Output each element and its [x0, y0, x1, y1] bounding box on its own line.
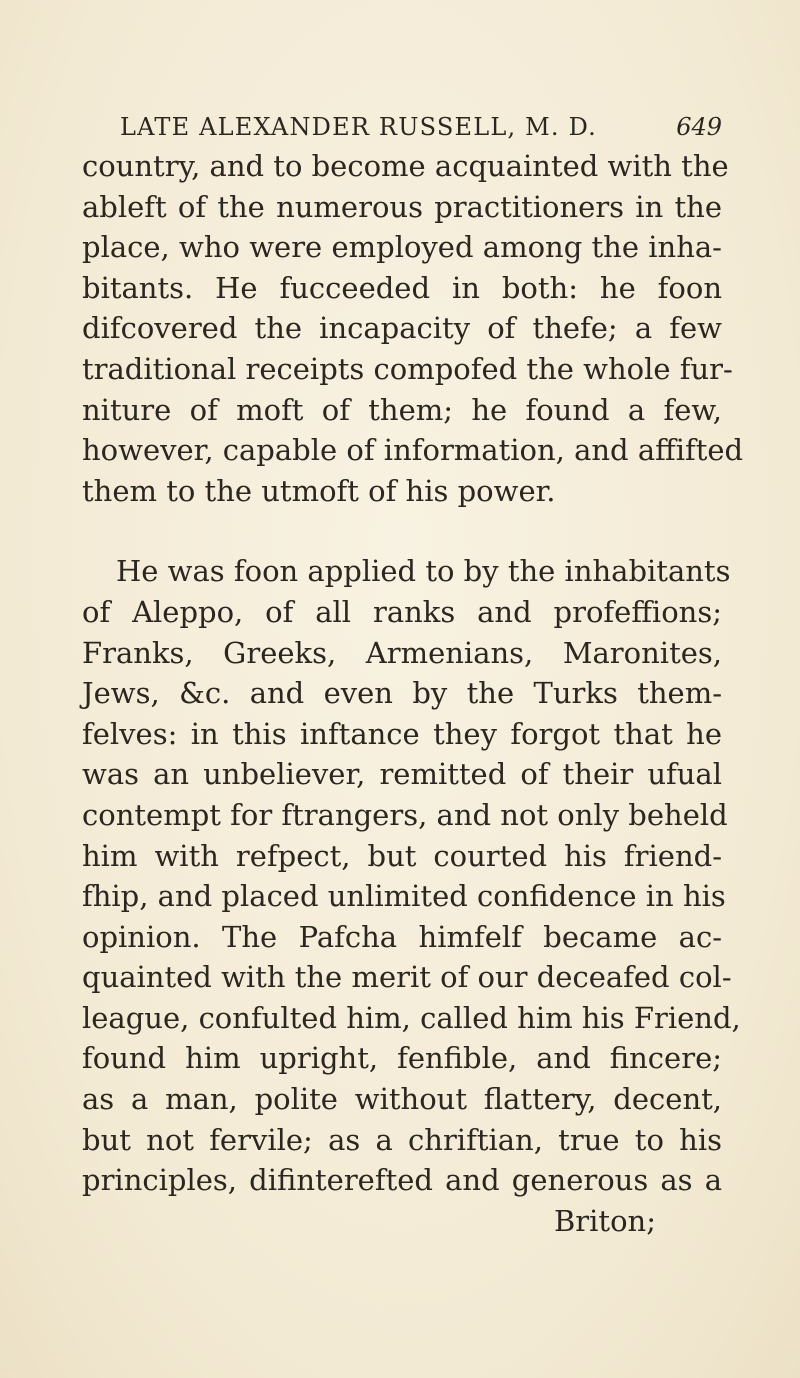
text-line: was an unbeliever, remitted of their ufual: [82, 757, 722, 792]
text-line: but not fervile; as a chriftian, true to his: [82, 1122, 722, 1157]
text-line: Briton;: [553, 1203, 656, 1238]
text-line: felves: in this inftance they forgot that he: [82, 716, 722, 751]
paragraph-2: [82, 551, 741, 1241]
page-header: [120, 113, 722, 147]
body-text: [82, 146, 744, 1241]
text-line: Franks, Greeks, Armenians, Maronites,: [82, 635, 722, 670]
text-line: traditional receipts compofed the whole fur-: [82, 351, 733, 386]
text-line: difcovered the incapacity of thefe; a few: [82, 311, 722, 346]
running-title: LATE ALEXANDER RUSSELL, M. D.: [120, 113, 597, 141]
text-line: ableft of the numerous practitioners in the: [82, 189, 722, 224]
text-line: as a man, polite without flattery, decent,: [82, 1082, 722, 1117]
text-line: of Aleppo, of all ranks and profeffions;: [82, 594, 722, 629]
text-line: place, who were employed among the inha-: [82, 230, 722, 265]
page-number: 649: [676, 113, 722, 141]
text-line: however, capable of information, and affifted: [82, 433, 744, 468]
paragraph-1: [82, 146, 744, 511]
text-line: them to the utmoft of his power.: [82, 473, 556, 508]
text-line: opinion. The Pafcha himfelf became ac-: [82, 919, 722, 954]
text-line: niture of moft of them; he found a few,: [82, 392, 722, 427]
text-line: Jews, &c. and even by the Turks them-: [82, 676, 722, 711]
text-line: principles, difinterefted and generous as a: [82, 1163, 722, 1198]
text-line: fhip, and placed unlimited confidence in his: [82, 879, 726, 914]
text-line: contempt for ftrangers, and not only beheld: [82, 797, 728, 832]
text-line: country, and to become acquainted with the: [82, 149, 729, 183]
text-line: him with refpect, but courted his friend-: [82, 838, 722, 873]
text-line: bitants. He fucceeded in both: he foon: [82, 270, 722, 305]
text-line: found him upright, fenfible, and fincere;: [82, 1041, 722, 1076]
paragraph-spacer: [82, 511, 722, 551]
text-line: quainted with the merit of our deceafed col-: [82, 960, 732, 995]
text-line: league, confulted him, called him his Friend,: [82, 1000, 741, 1035]
text-line: He was foon applied to by the inhabitants: [116, 554, 731, 589]
